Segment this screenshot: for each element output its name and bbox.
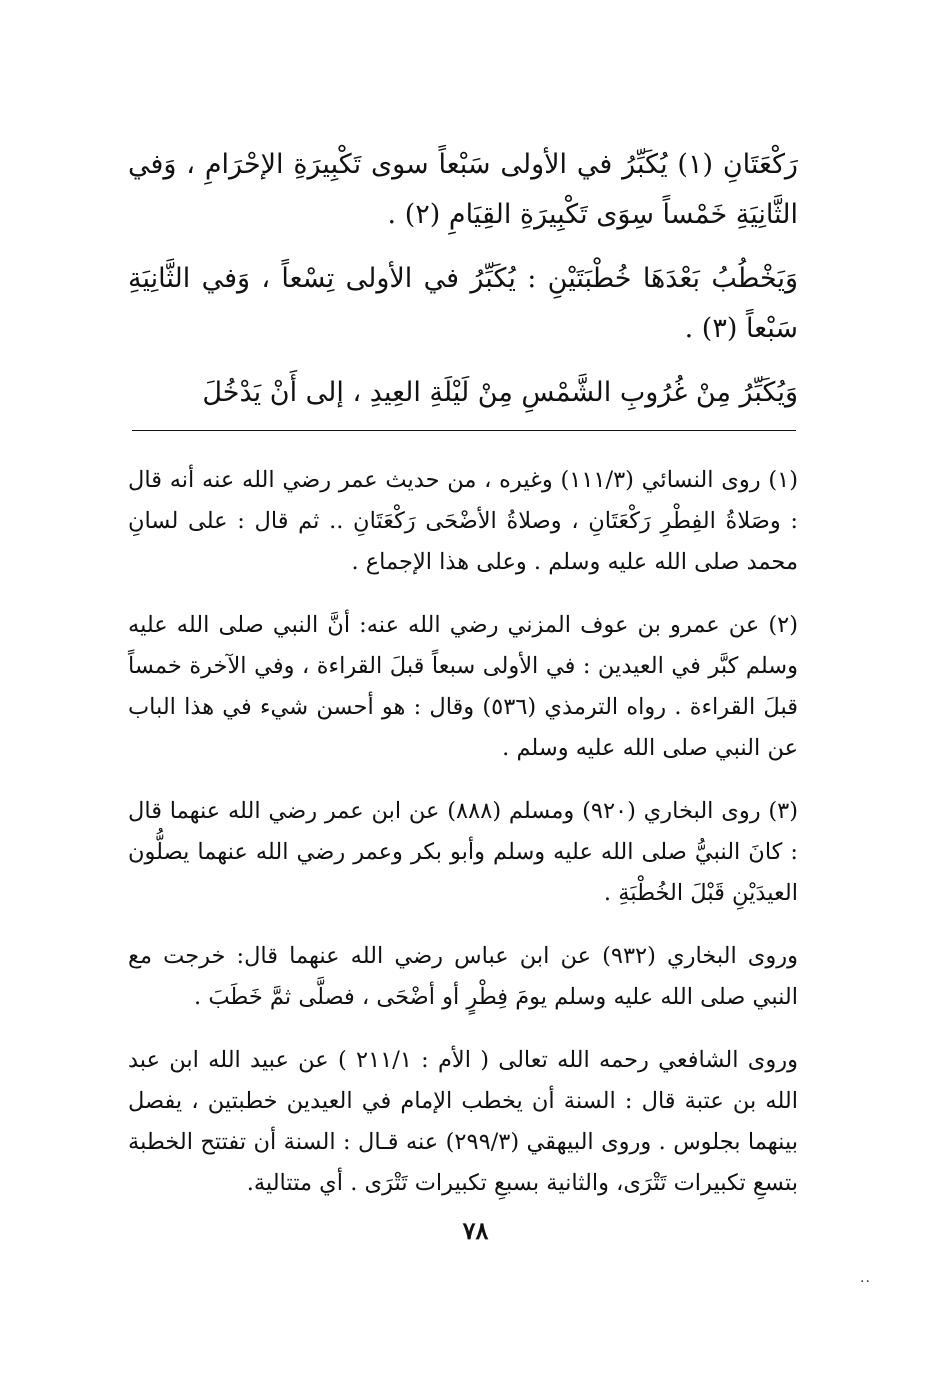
footnote-3-continuation: وروى البخاري (٩٣٢) عن ابن عباس رضي الله عنهما قال: خرجت مع النبي صلى الله عليه وسلم يومَ فِطْرٍ أو أضْحَى ، فصلَّى ثمَّ خَطَبَ . xyxy=(128,943,799,1010)
footnote-divider xyxy=(132,430,796,431)
footnote-3: (٣) روى البخاري (٩٢٠) ومسلم (٨٨٨) عن ابن عمر رضي الله عنهما قال : كانَ النبيُّ صلى الله عليه وسلم وأبو بكر وعمر رضي الله عنهما يصلُّون العيدَيْنِ قَبْلَ الخُطْبَةِ . xyxy=(128,798,798,906)
footnote-1: (١) روى النسائي (١١١/٣) وغيره ، من حديث عمر رضي الله عنه أنه قال : وصَلاةُ الفِطْرِ رَكْعَتَانِ ، وصلاةُ الأضْحَى رَكْعَتَانِ .. ثم قال : على لسانِ محمد صلى الله عليه وسلم . وعلى هذا الإجماع . xyxy=(128,467,798,575)
main-paragraph: وَيُكَبِّرُ مِنْ غُرُوبِ الشَّمْسِ مِنْ لَيْلَةِ العِيدِ ، إلى أَنْ يَدْخُلَ xyxy=(202,377,798,408)
footnote-2: (٢) عن عمرو بن عوف المزني رضي الله عنه: أنَّ النبي صلى الله عليه وسلم كبَّر في العيدين : في الأولى سبعاً قبلَ القراءة ، وفي الآخرة خمساً قبلَ القراءة . رواه الترمذي (٥٣٦) وقال : هو أحسن شيء في هذا الباب عن النبي صلى الله عليه وسلم . xyxy=(128,612,798,761)
footnotes xyxy=(128,460,798,1226)
scan-mark: .. xyxy=(860,1270,871,1286)
main-text xyxy=(128,140,798,432)
main-paragraph: وَيَخْطُبُ بَعْدَهَا خُطْبَتَيْنِ : يُكَبِّرُ في الأولى تِسْعاً ، وَفي الثَّانِيَةِ سَبْعاً (٣) . xyxy=(128,263,798,344)
page-number: ٧٨ xyxy=(462,1216,489,1245)
footnote-3-continuation: وروى الشافعي رحمه الله تعالى ( الأم : ٢١١/١ ) عن عبيد الله ابن عبد الله بن عتبة قال : السنة أن يخطب الإمام في العيدين خطبتين ، يفصل بينهما بجلوس . وروى البيهقي (٢٩٩/٣) عنه قـال : السنة أن تفتتح الخطبة بتسعِ تكبيرات تَتْرَى، والثانية بسبعِ تكبيرات تَتْرَى . أي متتالية. xyxy=(128,1047,798,1196)
main-paragraph: رَكْعَتَانِ (١) يُكَبِّرُ في الأولى سَبْعاً سوى تَكْبِيرَةِ الإحْرَامِ ، وَفي الثَّانِيَةِ خَمْساً سِوَى تَكْبِيرَةِ القِيَامِ (٢) . xyxy=(128,149,798,230)
